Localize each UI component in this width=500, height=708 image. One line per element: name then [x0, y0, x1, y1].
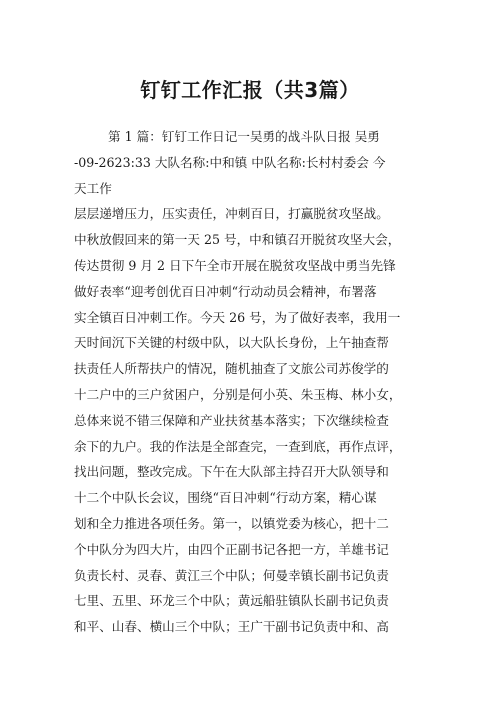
body-line: 扶责任人所帮扶户的情况，随机抽查了文旅公司苏俊学的 — [74, 361, 389, 377]
body-line: 划和全力推进各项任务。第一，以镇党委为核心，把十二 — [74, 515, 389, 531]
body-line: 天时间沉下关键的村级中队，以大队长身份，上午抽查帮 — [74, 335, 389, 351]
body-line: 个中队分为四大片，由四个正副书记各把一方，羊雄书记 — [74, 541, 389, 557]
body-line: 天工作 — [74, 180, 112, 196]
body-line: 十二个中队长会议，围绕“百日冲刺“行动方案，精心谋 — [74, 490, 377, 506]
document-title: 钉钉工作汇报（共3篇） — [140, 78, 360, 102]
body-line: 实全镇百日冲刺工作。今天 26 号，为了做好表率，我用一 — [74, 309, 401, 325]
body-line: 总体来说不错三保障和产业扶贫基本落实；下次继续检查 — [74, 412, 389, 428]
body-line: 层层递增压力，压实责任，冲刺百日，打赢脱贫攻坚战。 — [74, 206, 389, 222]
body-line: 做好表率“迎考创优百日冲刺“行动动员会精神，布署落 — [74, 283, 377, 299]
document-body — [74, 124, 434, 640]
body-line: 余下的九户。我的作法是全部查完，一查到底，再作点评， — [74, 438, 402, 454]
body-line: 传达贯彻 9 月 2 日下午全市开展在脱贫攻坚战中勇当先锋 — [74, 257, 396, 273]
body-line: 和平、山春、横山三个中队；王广干副书记负责中和、高 — [74, 619, 389, 635]
body-line: 七里、五里、环龙三个中队；黄远船驻镇队长副书记负责 — [74, 593, 389, 609]
body-line: 第 1 篇：钉钉工作日记一吴勇的战斗队日报 吴勇 — [108, 129, 380, 144]
body-line: 十二户中的三户贫困户，分别是何小英、朱玉梅、林小女， — [74, 386, 402, 402]
body-line: 中秋放假回来的第一天 25 号，中和镇召开脱贫攻坚大会， — [74, 232, 401, 248]
body-line: 负责长村、灵春、黄江三个中队；何曼幸镇长副书记负责 — [74, 567, 389, 583]
body-line: -09-2623:33 大队名称:中和镇 中队名称:长村村委会 今 — [74, 154, 386, 170]
body-line: 找出问题，整改完成。下午在大队部主持召开大队领导和 — [74, 464, 389, 480]
